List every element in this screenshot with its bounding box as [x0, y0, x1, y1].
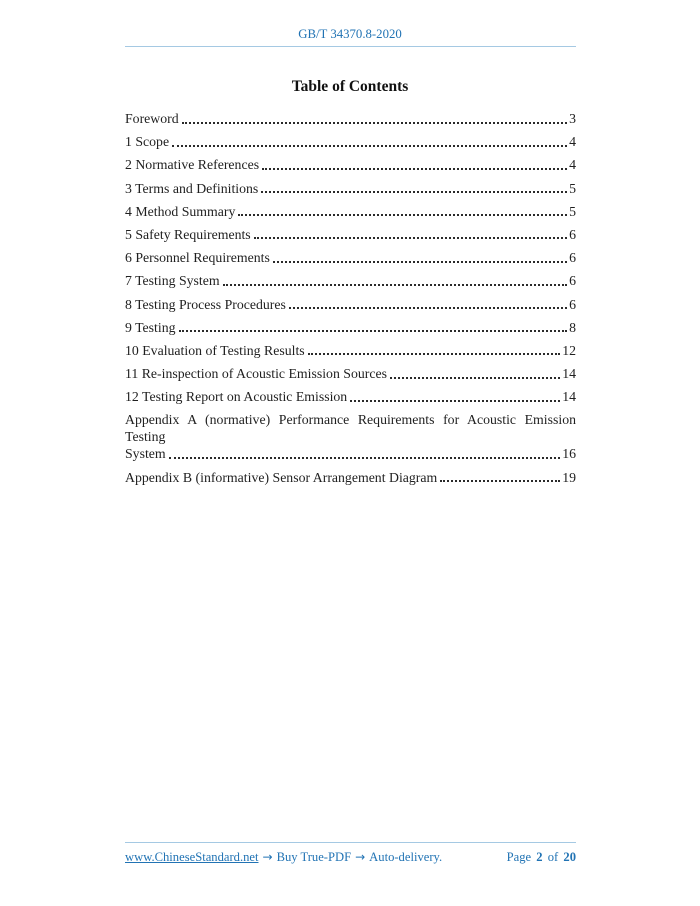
- toc-entry-label: 1 Scope: [125, 134, 170, 150]
- dot-leader: [308, 353, 561, 355]
- page-current: 2: [536, 850, 543, 864]
- toc-entry-label: 2 Normative References: [125, 157, 260, 173]
- dot-leader: [238, 214, 567, 216]
- toc-entry[interactable]: [125, 411, 576, 462]
- footer-buy-text: Buy True-PDF: [276, 850, 352, 864]
- header-standard-number: GB/T 34370.8-2020: [298, 27, 402, 41]
- toc-entry-page: 5: [569, 180, 576, 196]
- website-link[interactable]: www.ChineseStandard.net: [125, 850, 259, 864]
- toc-entry-page: 4: [569, 134, 576, 150]
- toc-entry-page: 3: [569, 111, 576, 126]
- page-indicator: [507, 849, 576, 865]
- dot-leader: [261, 191, 567, 193]
- dot-leader: [440, 480, 560, 482]
- dot-leader: [179, 330, 568, 332]
- toc-entry-page: 8: [569, 319, 576, 335]
- toc-entry-label: Foreword: [125, 111, 179, 126]
- toc-entry-row: [125, 296, 576, 313]
- toc-entry-label: System: [125, 446, 166, 462]
- toc-entry[interactable]: [125, 110, 576, 127]
- page-label: Page: [506, 850, 532, 864]
- dot-leader: [182, 122, 567, 124]
- dot-leader: [254, 237, 567, 239]
- toc-entry[interactable]: [125, 319, 576, 336]
- page-of-label: of: [547, 850, 559, 864]
- toc-entry[interactable]: [125, 133, 576, 150]
- toc-entry[interactable]: [125, 249, 576, 266]
- toc-entry-label: 10 Evaluation of Testing Results: [125, 342, 305, 358]
- toc-entry-label: Appendix A (normative) Performance Requirements for Acoustic Emission Testing: [125, 412, 576, 445]
- toc-entry-label: Appendix B (informative) Sensor Arrangement Diagram: [125, 469, 438, 485]
- footer-divider: [125, 842, 576, 843]
- toc-entry-label: 12 Testing Report on Acoustic Emission: [125, 389, 348, 405]
- toc-entry-page: 14: [562, 366, 576, 382]
- toc-entry[interactable]: [125, 388, 576, 405]
- dot-leader: [273, 261, 567, 263]
- toc-entry[interactable]: [125, 342, 576, 359]
- toc-entry-label: 9 Testing: [125, 319, 176, 335]
- toc-entry-row: [125, 365, 576, 382]
- toc-entry-row: [125, 156, 576, 173]
- toc-entry[interactable]: [125, 180, 576, 197]
- toc-entry-label: 5 Safety Requirements: [125, 226, 251, 242]
- toc-entry-row: [125, 342, 576, 359]
- footer-delivery-text: Auto-delivery.: [369, 850, 443, 864]
- page-footer: [125, 849, 576, 865]
- toc-entry-label: 3 Terms and Definitions: [125, 180, 259, 196]
- toc-entry-page: 6: [569, 226, 576, 242]
- arrow-right-icon: →: [355, 850, 366, 864]
- toc-entry[interactable]: [125, 272, 576, 289]
- toc-entry-row: [125, 469, 576, 486]
- toc-entry-page: 14: [562, 389, 576, 405]
- dot-leader: [262, 168, 567, 170]
- toc-entry[interactable]: [125, 226, 576, 243]
- toc-entry-page: 12: [562, 342, 576, 358]
- dot-leader: [223, 284, 567, 286]
- toc-entry-page: 4: [569, 157, 576, 173]
- toc-entry-row: [125, 388, 576, 405]
- toc-entry-label: 7 Testing System: [125, 273, 220, 289]
- dot-leader: [350, 400, 560, 402]
- toc-entry-page: 6: [569, 296, 576, 312]
- header-divider: [125, 46, 576, 47]
- toc-entry[interactable]: [125, 203, 576, 220]
- toc-entry-row: [125, 249, 576, 266]
- toc-entry-label: 11 Re-inspection of Acoustic Emission Sources: [125, 366, 387, 382]
- dot-leader: [169, 457, 561, 459]
- toc-entry-row: [125, 226, 576, 243]
- dot-leader: [289, 307, 567, 309]
- toc-entry-row: [125, 180, 576, 197]
- toc-entry[interactable]: [125, 296, 576, 313]
- toc-entry-page: 19: [562, 469, 576, 485]
- page-title: Table of Contents: [291, 78, 409, 95]
- arrow-right-icon: →: [262, 850, 273, 864]
- toc-entry-page: 6: [569, 273, 576, 289]
- dot-leader: [390, 377, 560, 379]
- table-of-contents: [125, 110, 576, 492]
- toc-entry-row: [125, 272, 576, 289]
- toc-entry[interactable]: [125, 156, 576, 173]
- toc-entry-page: 6: [569, 250, 576, 266]
- toc-entry-label: 8 Testing Process Procedures: [125, 296, 286, 312]
- toc-entry[interactable]: [125, 365, 576, 382]
- toc-entry-row: [125, 203, 576, 220]
- toc-entry[interactable]: [125, 469, 576, 486]
- page-total: 20: [563, 850, 576, 864]
- toc-entry-page: 16: [562, 446, 576, 462]
- toc-entry-label: 4 Method Summary: [125, 203, 236, 219]
- toc-entry-page: 5: [569, 203, 576, 219]
- dot-leader: [172, 145, 567, 147]
- toc-entry-row: [125, 133, 576, 150]
- toc-entry-label: 6 Personnel Requirements: [125, 250, 270, 266]
- toc-entry-row: [125, 110, 576, 127]
- toc-entry-row: [125, 319, 576, 336]
- footer-promo: [125, 849, 442, 865]
- toc-entry-row: [125, 445, 576, 462]
